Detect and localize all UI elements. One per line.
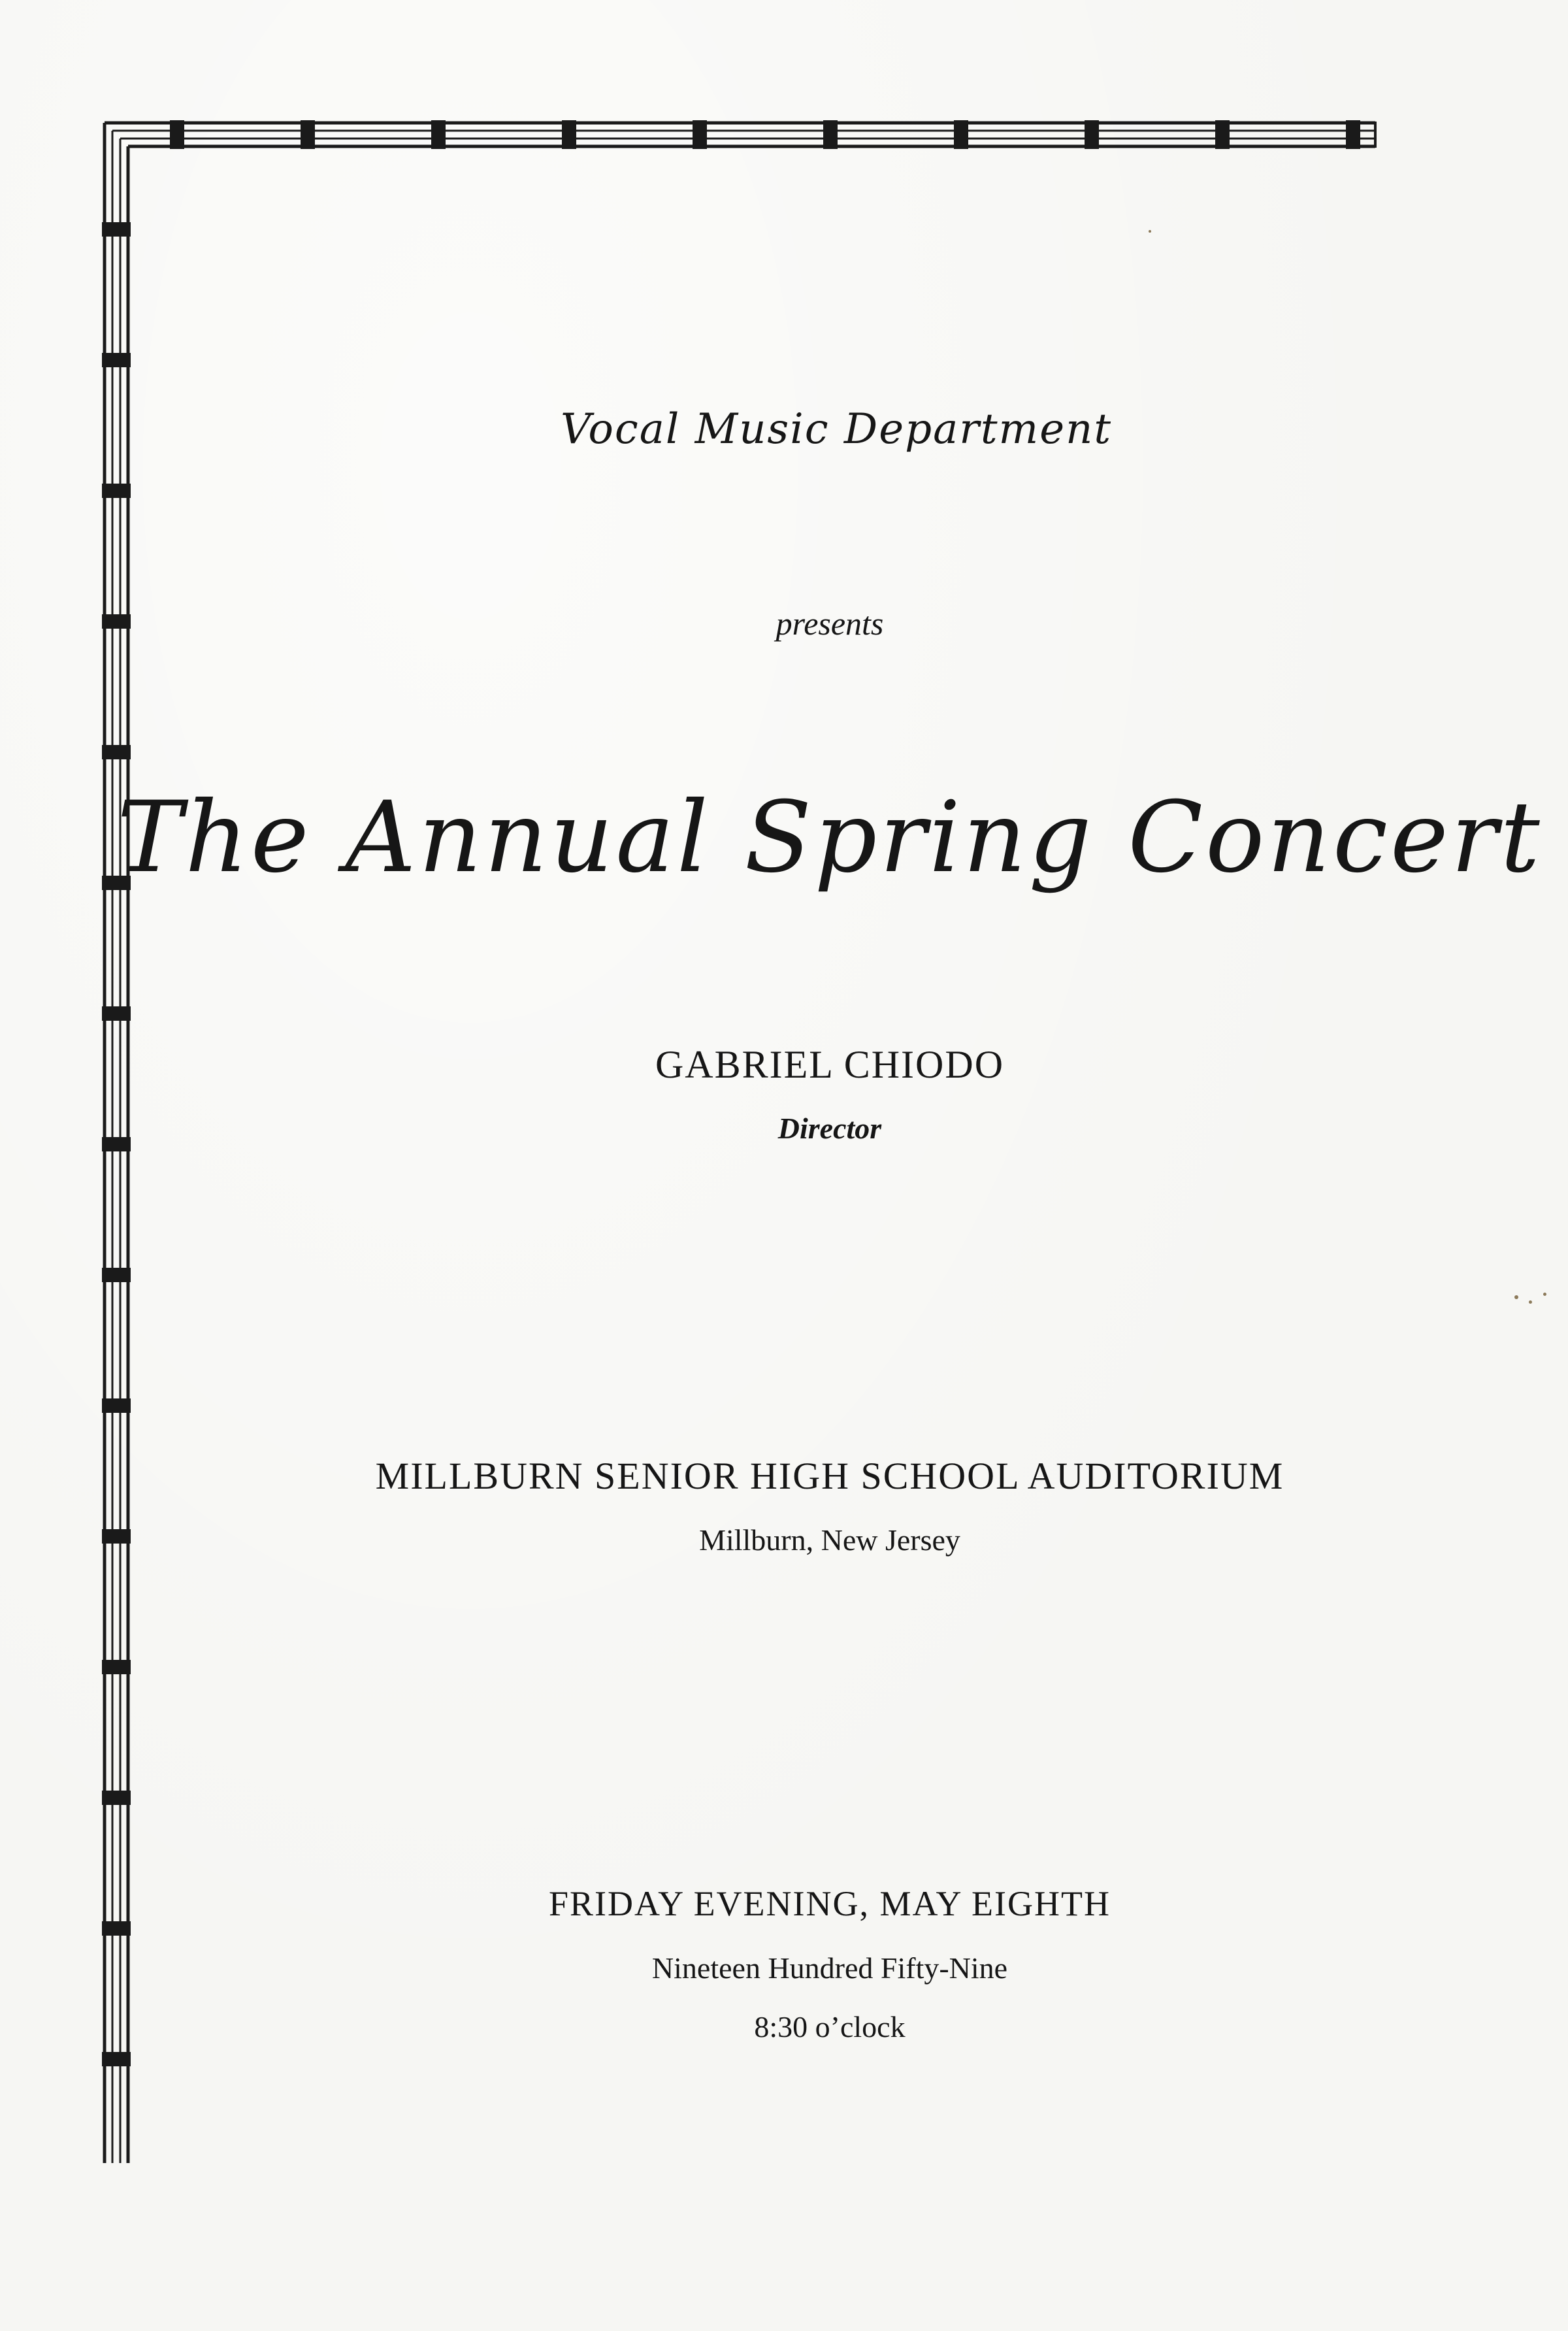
- director-role: Director: [777, 1112, 882, 1145]
- border-ornament: [102, 484, 131, 498]
- event-date: FRIDAY EVENING, MAY EIGHTH: [549, 1884, 1111, 1923]
- border-ornament: [1346, 120, 1360, 149]
- border-ornament: [102, 745, 131, 759]
- venue-name: MILLBURN SENIOR HIGH SCHOOL AUDITORIUM: [375, 1455, 1284, 1497]
- border-ornament: [102, 1660, 131, 1674]
- border-ornament: [102, 1268, 131, 1282]
- border-ornament: [1215, 120, 1230, 149]
- concert-title: The Annual Spring Concert: [117, 781, 1543, 895]
- event-time: 8:30 o’clock: [754, 2010, 906, 2043]
- border-ornament: [562, 120, 576, 149]
- department-heading: Vocal Music Department: [560, 405, 1113, 454]
- paper-speck: [1543, 1293, 1546, 1296]
- border-ornament: [102, 1791, 131, 1805]
- border-ornament: [954, 120, 968, 149]
- paper-speck: [1529, 1300, 1532, 1304]
- director-name: GABRIEL CHIODO: [655, 1043, 1005, 1086]
- border-ornament: [823, 120, 838, 149]
- paper-speck: [1149, 230, 1151, 233]
- paper-speck: [1514, 1295, 1518, 1299]
- border-ornament: [301, 120, 315, 149]
- border-ornament: [693, 120, 707, 149]
- border-ornament: [431, 120, 446, 149]
- border-ornament: [102, 222, 131, 237]
- presents-text: presents: [776, 605, 884, 642]
- venue-city: Millburn, New Jersey: [699, 1523, 960, 1557]
- border-ornament: [1085, 120, 1099, 149]
- event-year: Nineteen Hundred Fifty-Nine: [651, 1951, 1008, 1985]
- border-ornament: [102, 2052, 131, 2066]
- border-ornament: [102, 1006, 131, 1021]
- border-ornament: [170, 120, 184, 149]
- border-ornament: [102, 353, 131, 367]
- border-ornament: [102, 1398, 131, 1413]
